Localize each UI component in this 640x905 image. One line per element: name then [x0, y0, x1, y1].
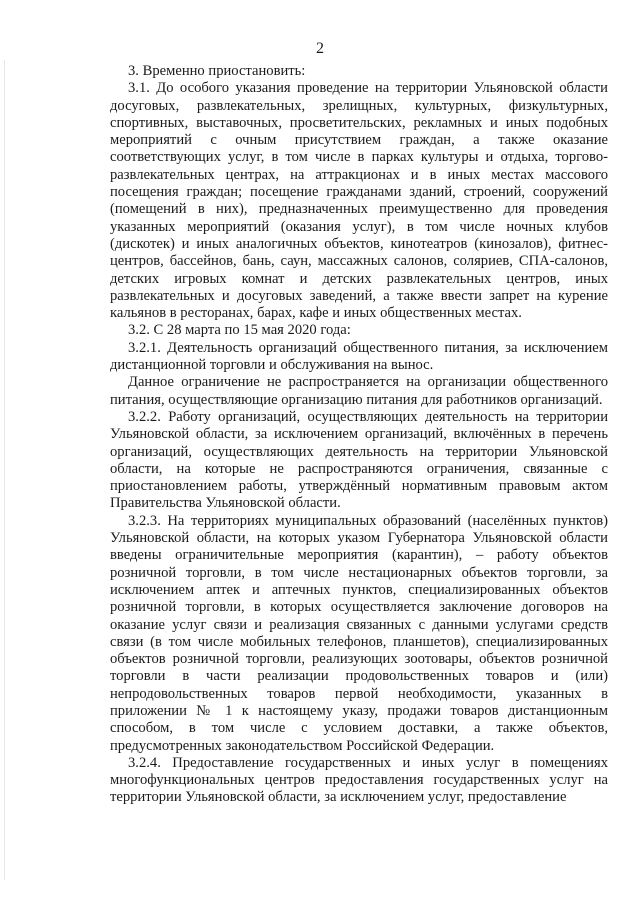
paragraph-3-2-3: 3.2.3. На территориях муниципальных образований (населённых пунктов) Ульяновской области, на которых указом Губернатора Ульяновской области введены ограничительные мероприятия (карантин), – работу объектов розничной торговли, в том числе нестационарных объектов торговли, за исключением аптек и аптечных пунктов, специализированных объектов розничной торговли, в которых осуществляется заключение договоров на оказание услуг связи и реализация связанных с данными услугами средств связи (в том числе мобильных телефонов, планшетов), специализированных объектов розничной торговли, реализующих зоотовары, объектов розничной торговли в части реализации продовольственных товаров и (или) непродовольственных товаров первой необходимости, указанных в приложении № 1 к настоящему указу, продажи товаров дистанционным способом, в том числе с условием доставки, а также объектов, предусмотренных законодательством Российской Федерации.	[110, 512, 608, 754]
paragraph-3-2: 3.2. С 28 марта по 15 мая 2020 года:	[128, 322, 351, 339]
page-number: 2	[316, 40, 324, 57]
document-body	[110, 63, 608, 807]
scan-edge-mark	[4, 60, 5, 880]
paragraph-3-2-1: 3.2.1. Деятельность организаций общественного питания, за исключением дистанционной торговли и обслуживания на вынос.	[110, 339, 608, 374]
paragraph-3-2-1-note: Данное ограничение не распространяется на организации общественного питания, осуществляющие организацию питания для работников организаций.	[110, 374, 608, 408]
paragraph-3-2-4: 3.2.4. Предоставление государственных и иных услуг в помещениях многофункциональных центров предоставления государственных услуг на территории Ульяновской области, за исключением услуг, предоставление	[110, 754, 608, 806]
paragraph-3: 3. Временно приостановить:	[128, 63, 306, 79]
paragraph-3-2-2: 3.2.2. Работу организаций, осуществляющих деятельность на территории Ульяновской области, за исключением организаций, включённых в перечень организаций, осуществляющих деятельность на территории Ульяновской области, на которые не распространяются ограничения, связанные с приостановлением работы, утверждённый нормативным правовым актом Правительства Ульяновской области.	[110, 408, 608, 512]
paragraph-3-1: 3.1. До особого указания проведение на территории Ульяновской области досуговых, развлекательных, зрелищных, культурных, физкультурных, спортивных, выставочных, просветительских, рекламных и иных подобных мероприятий с очным присутствием граждан, а также оказание соответствующих услуг, в том числе в парках культуры и отдыха, торгово-развлекательных центрах, на аттракционах и в иных местах массового посещения граждан; посещение гражданами зданий, строений, сооружений (помещений в них), предназначенных преимущественно для проведения указанных мероприятий (оказания услуг), в том числе ночных клубов (дискотек) и иных аналогичных объектов, кинотеатров (кинозалов), фитнес-центров, бассейнов, бань, саун, массажных салонов, соляриев, СПА-салонов, детских игровых комнат и детских развлекательных центров, иных развлекательных и досуговых заведений, а также ввести запрет на курение кальянов в ресторанах, барах, кафе и иных общественных местах.	[110, 80, 608, 322]
